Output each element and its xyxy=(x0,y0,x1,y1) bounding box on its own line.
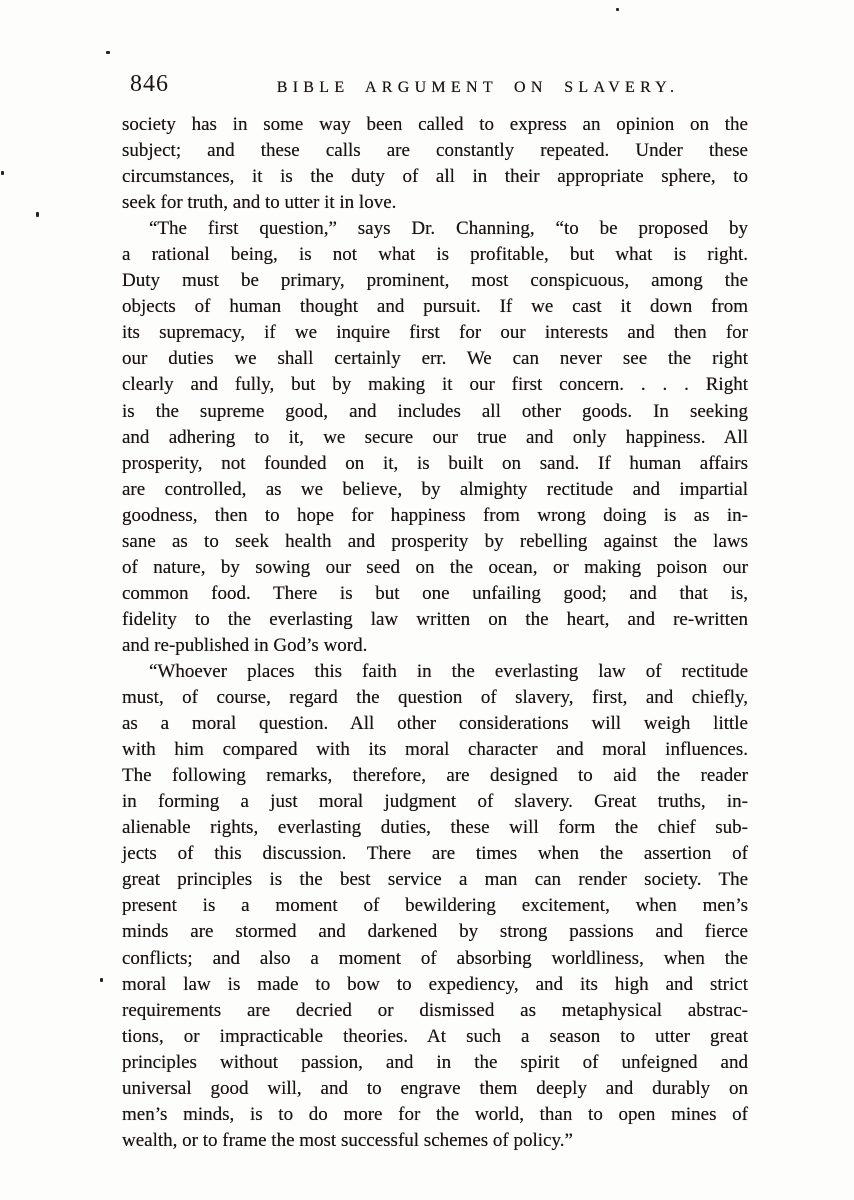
text-line: society has in some way been called to express an opinion on the xyxy=(122,114,748,135)
text-line: goodness, then to hope for happiness from wrong doing is as in- xyxy=(122,504,748,526)
paragraph xyxy=(122,216,748,659)
text-line: of nature, by sowing our seed on the ocean, or making poison our xyxy=(122,556,748,578)
text-line: in forming a just moral judgment of slavery. Great truths, in- xyxy=(122,791,748,813)
text-line: alienable rights, everlasting duties, these will form the chief sub- xyxy=(122,817,748,839)
text-line: The following remarks, therefore, are designed to aid the reader xyxy=(122,765,748,787)
text-line: a rational being, is not what is profitable, but what is right. xyxy=(122,244,748,266)
text-line: sane as to seek health and prosperity by rebelling against the laws xyxy=(122,530,748,552)
text-line: our duties we shall certainly err. We can never see the right xyxy=(122,348,748,370)
text-line: Duty must be primary, prominent, most conspicuous, among the xyxy=(122,270,748,292)
text-line: universal good will, and to engrave them deeply and durably on xyxy=(122,1077,748,1099)
text-line: principles without passion, and in the spirit of unfeigned and xyxy=(122,1051,748,1073)
page-number: 846 xyxy=(130,71,169,97)
page-header xyxy=(122,70,748,102)
text-line: and adhering to it, we secure our true and only happiness. All xyxy=(122,426,748,448)
text-line: clearly and fully, but by making it our first concern. . . . Right xyxy=(122,374,748,396)
text-line: its supremacy, if we inquire first for our interests and then for xyxy=(122,322,748,344)
text-line: men’s minds, is to do more for the world, than to open mines of xyxy=(122,1103,748,1125)
running-head-title: BIBLE ARGUMENT ON SLAVERY. xyxy=(276,79,680,96)
text-line: minds are stormed and darkened by strong passions and fierce xyxy=(122,921,748,943)
text-line: objects of human thought and pursuit. If we cast it down from xyxy=(122,296,748,318)
text-line: present is a moment of bewildering excitement, when men’s xyxy=(122,895,748,917)
text-line: circumstances, it is the duty of all in their appropriate sphere, to xyxy=(122,166,748,188)
text-line: moral law is made to bow to expediency, and its high and strict xyxy=(122,973,748,995)
text-line: great principles is the best service a man can render society. The xyxy=(122,869,748,891)
scan-speck xyxy=(100,978,103,982)
text-line: requirements are decried or dismissed as metaphysical abstrac- xyxy=(122,999,748,1021)
scan-speck xyxy=(616,8,619,11)
text-line: seek for truth, and to utter it in love. xyxy=(122,192,397,214)
text-line: are controlled, as we believe, by almighty rectitude and impartial xyxy=(122,478,748,500)
text-line: prosperity, not founded on it, is built on sand. If human affairs xyxy=(122,452,748,474)
scan-speck xyxy=(1,171,4,175)
text-line: as a moral question. All other considerations will weigh little xyxy=(122,713,748,735)
text-line: and re-published in God’s word. xyxy=(122,634,368,656)
text-line: common food. There is but one unfailing good; and that is, xyxy=(122,582,748,604)
text-line: with him compared with its moral character and moral influences. xyxy=(122,739,748,761)
text-line: “The first question,” says Dr. Channing, “to be proposed by xyxy=(149,218,748,240)
text-line: tions, or impracticable theories. At such a season to utter great xyxy=(122,1025,748,1047)
text-line: wealth, or to frame the most successful schemes of policy.” xyxy=(122,1129,573,1151)
text-line: fidelity to the everlasting law written on the heart, and re-written xyxy=(122,608,748,630)
text-line: conflicts; and also a moment of absorbing worldliness, when the xyxy=(122,947,748,969)
paragraph xyxy=(122,659,748,1154)
text-line: jects of this discussion. There are times when the assertion of xyxy=(122,843,748,865)
text-line: is the supreme good, and includes all other goods. In seeking xyxy=(122,400,748,422)
text-line: subject; and these calls are constantly repeated. Under these xyxy=(122,140,748,162)
page-body xyxy=(122,112,748,1154)
text-line: must, of course, regard the question of slavery, first, and chiefly, xyxy=(122,687,748,709)
text-line: “Whoever places this faith in the everlasting law of rectitude xyxy=(149,660,748,682)
scan-speck xyxy=(36,212,39,217)
scan-speck xyxy=(106,51,110,54)
paragraph xyxy=(122,112,748,216)
